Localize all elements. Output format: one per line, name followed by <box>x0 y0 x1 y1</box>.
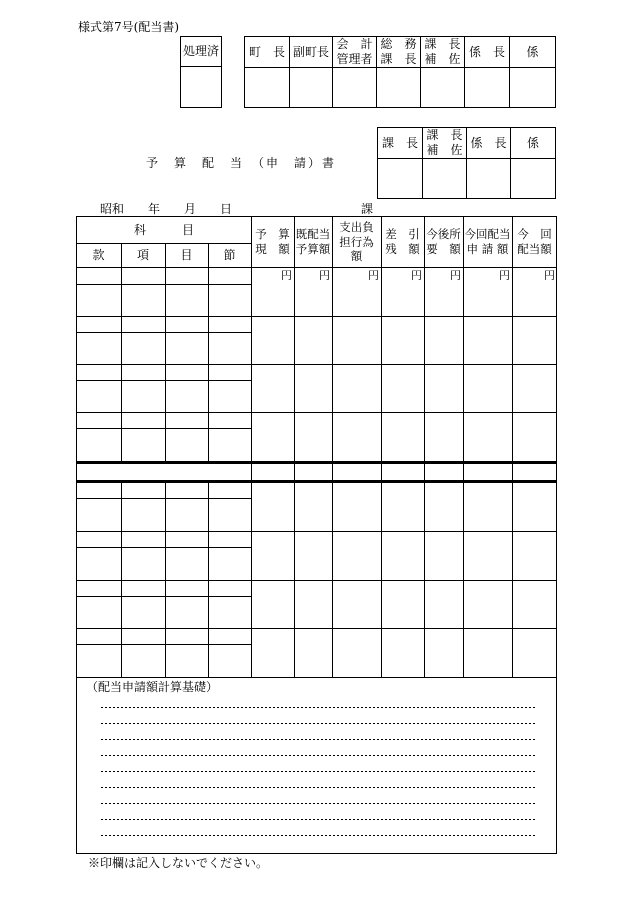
amount-header-0: 予 算 現 額 <box>255 227 290 256</box>
calculation-basis-label: （配当申請額計算基礎） <box>86 680 219 694</box>
amount-header-4: 今後所 要 額 <box>426 227 461 256</box>
approval-top-header-0: 町 長 <box>245 37 290 67</box>
subject-header-0: 款 <box>92 247 105 262</box>
approval-top-header-5: 係 長 <box>465 37 510 67</box>
subject-header-1: 項 <box>136 247 149 262</box>
yen-unit-1: 円 <box>319 269 330 282</box>
date-month: 月 <box>184 202 197 216</box>
approval-top-header-1: 副町長 <box>290 37 333 67</box>
yen-unit-0: 円 <box>281 269 292 282</box>
yen-unit-3: 円 <box>411 269 422 282</box>
footnote: ※印欄は記入しないでください。 <box>88 856 269 870</box>
yen-unit-4: 円 <box>450 269 461 282</box>
yen-unit-5: 円 <box>499 269 510 282</box>
form-id: 様式第7号(配当書) <box>78 20 179 34</box>
approval-second-header-0: 課 長 <box>378 128 423 158</box>
approval-top-header-2: 会 計 管理者 <box>333 37 377 67</box>
approval-top-header-6: 係 <box>526 44 539 59</box>
processed-label: 処理済 <box>181 37 221 67</box>
amount-header-2: 支出負 担行為 額 <box>339 219 374 264</box>
dept-label: 課 <box>361 202 374 216</box>
date-year: 年 <box>148 202 161 216</box>
amount-header-3: 差 引 残 額 <box>385 227 420 256</box>
subject-header-2: 目 <box>180 247 193 262</box>
date-day: 日 <box>220 202 233 216</box>
subject-header-3: 節 <box>223 247 236 262</box>
approval-top-header-3: 総 務 課 長 <box>377 37 421 67</box>
yen-unit-6: 円 <box>544 269 555 282</box>
approval-second-header-1: 課 長 補 佐 <box>423 128 467 158</box>
document-title: 予 算 配 当 （申 請）書 <box>146 156 337 170</box>
approval-second-header-2: 係 長 <box>467 128 511 158</box>
amount-header-1: 既配当 予算額 <box>295 227 331 256</box>
subject-group-header: 科 目 <box>133 222 194 237</box>
amount-header-5: 今回配当 申 請 額 <box>464 227 511 256</box>
approval-second-header-3: 係 <box>526 135 539 150</box>
amount-header-6: 今 回 配当額 <box>517 227 552 256</box>
approval-top-header-4: 課 長 補 佐 <box>421 37 465 67</box>
yen-unit-2: 円 <box>368 269 379 282</box>
date-era: 昭和 <box>100 202 125 216</box>
calculation-basis-area[interactable] <box>77 695 556 853</box>
